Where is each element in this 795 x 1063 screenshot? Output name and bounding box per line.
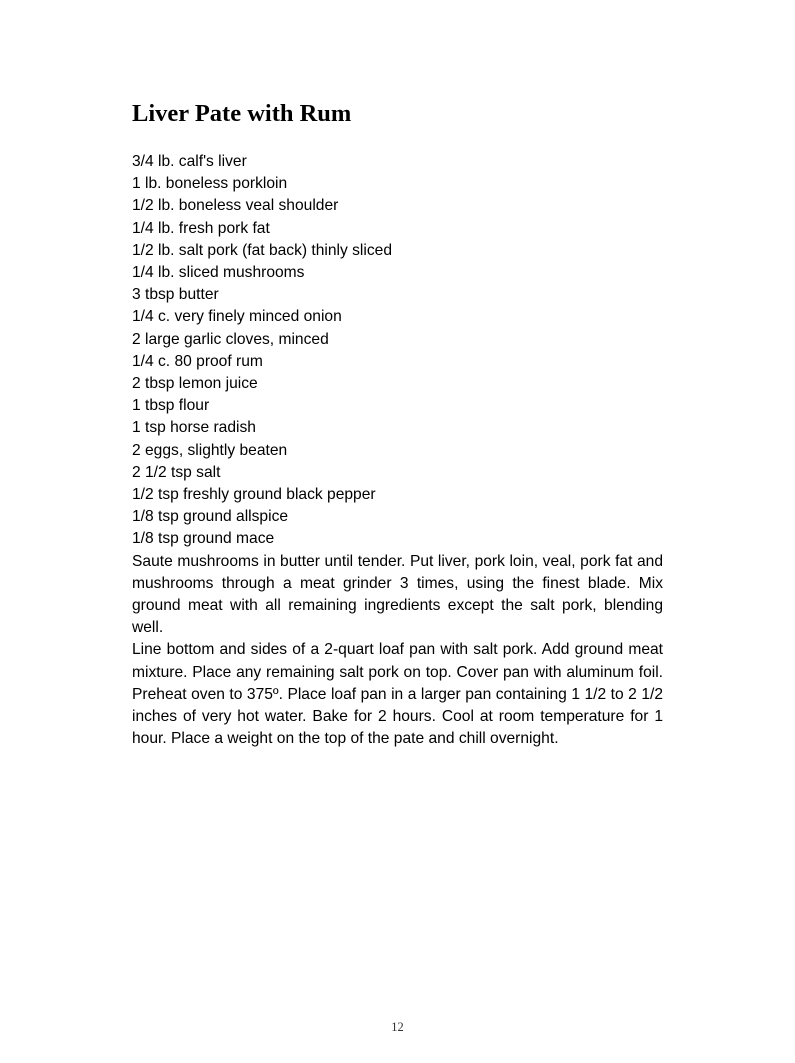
ingredient-item: 1 tbsp flour [132, 397, 210, 415]
ingredient-item: 1/8 tsp ground mace [132, 530, 275, 548]
ingredient-item: 1 tsp horse radish [132, 419, 256, 437]
ingredient-item: 2 large garlic cloves, minced [132, 330, 329, 348]
recipe-title: Liver Pate with Rum [132, 100, 352, 127]
page-number: 12 [391, 1020, 404, 1034]
ingredient-item: 2 1/2 tsp salt [132, 463, 221, 481]
ingredient-item: 2 eggs, slightly beaten [132, 441, 288, 459]
ingredient-item: 3/4 lb. calf's liver [132, 153, 247, 170]
ingredient-item: 1/8 tsp ground allspice [132, 508, 289, 526]
instruction-paragraph: Saute mushrooms in butter until tender. Put liver, pork loin, veal, pork fat and mushrooms through a meat grinder 3 times, using the finest blade. Mix ground meat with all remaining ingredients except the salt pork, blending well. [132, 552, 663, 637]
ingredient-item: 1/4 lb. fresh pork fat [132, 219, 270, 237]
ingredient-item: 1/4 c. very finely minced onion [132, 308, 342, 326]
ingredient-item: 3 tbsp butter [132, 286, 219, 304]
ingredient-item: 1 lb. boneless porkloin [132, 175, 288, 193]
ingredient-item: 2 tbsp lemon juice [132, 375, 258, 393]
ingredient-item: 1/2 lb. salt pork (fat back) thinly sliced [132, 241, 393, 259]
instruction-paragraph: Line bottom and sides of a 2-quart loaf pan with salt pork. Add ground meat mixture. Place any remaining salt pork on top. Cover pan with aluminum foil. Preheat oven to 375º. Place loaf pan in a larger pan containing 1 1/2 to 2 1/2 inches of very hot water. Bake for 2 hours. Cool at room temperature for 1 hour. Place a weight on the top of the pate and chill overnight. [132, 641, 663, 748]
ingredient-item: 1/2 lb. boneless veal shoulder [132, 197, 339, 215]
recipe-body [132, 151, 663, 750]
ingredient-list [132, 151, 663, 551]
ingredient-item: 1/4 c. 80 proof rum [132, 352, 263, 370]
ingredient-item: 1/4 lb. sliced mushrooms [132, 264, 305, 282]
ingredient-item: 1/2 tsp freshly ground black pepper [132, 486, 376, 504]
